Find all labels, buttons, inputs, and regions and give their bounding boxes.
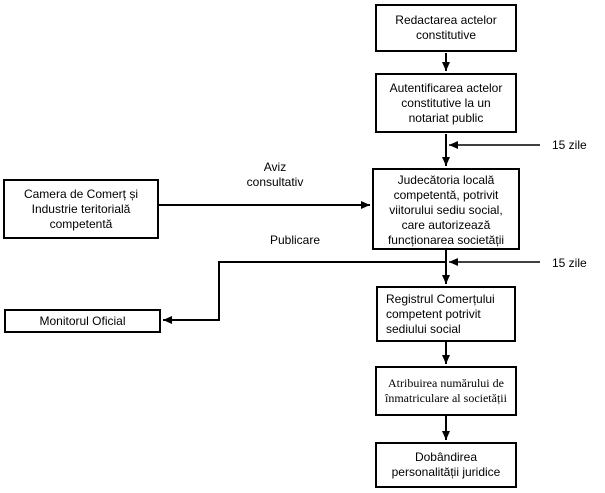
- label-15-zile-2: 15 zile: [552, 256, 587, 270]
- node-atribuirea: [375, 366, 517, 416]
- label-15-zile-1: 15 zile: [552, 138, 587, 152]
- node-judecatoria: [372, 168, 520, 250]
- node-redactarea-text: Redactarea actelor constitutive: [395, 13, 497, 42]
- node-registrul-text: Registrul Comerțului competent potrivit sediului social: [386, 291, 495, 336]
- node-dobandirea: [375, 442, 517, 488]
- node-monitorul-text: Monitorul Oficial: [39, 313, 126, 328]
- node-dobandirea-text: Dobândirea personalității juridice: [391, 450, 501, 479]
- node-judecatoria-text: Judecătoria locală competentă, potrivit viitorului sediu social, care autorizează funcționarea societății: [387, 173, 505, 247]
- label-aviz-consultativ: Aviz consultativ: [246, 160, 304, 187]
- node-camera-text: Camera de Comerț și Industrie teritorială competentă: [23, 186, 139, 231]
- node-camera: [3, 179, 159, 239]
- node-redactarea: [375, 4, 517, 52]
- node-autentificarea-text: Autentificarea actelor constitutive la un notariat public: [389, 80, 503, 125]
- node-autentificarea: [375, 73, 517, 133]
- node-monitorul: [4, 309, 161, 333]
- node-atribuirea-text: Atribuirea numărului de înmatriculare al societății: [385, 376, 507, 405]
- node-registrul: [376, 286, 516, 342]
- label-publicare: Publicare: [270, 233, 321, 247]
